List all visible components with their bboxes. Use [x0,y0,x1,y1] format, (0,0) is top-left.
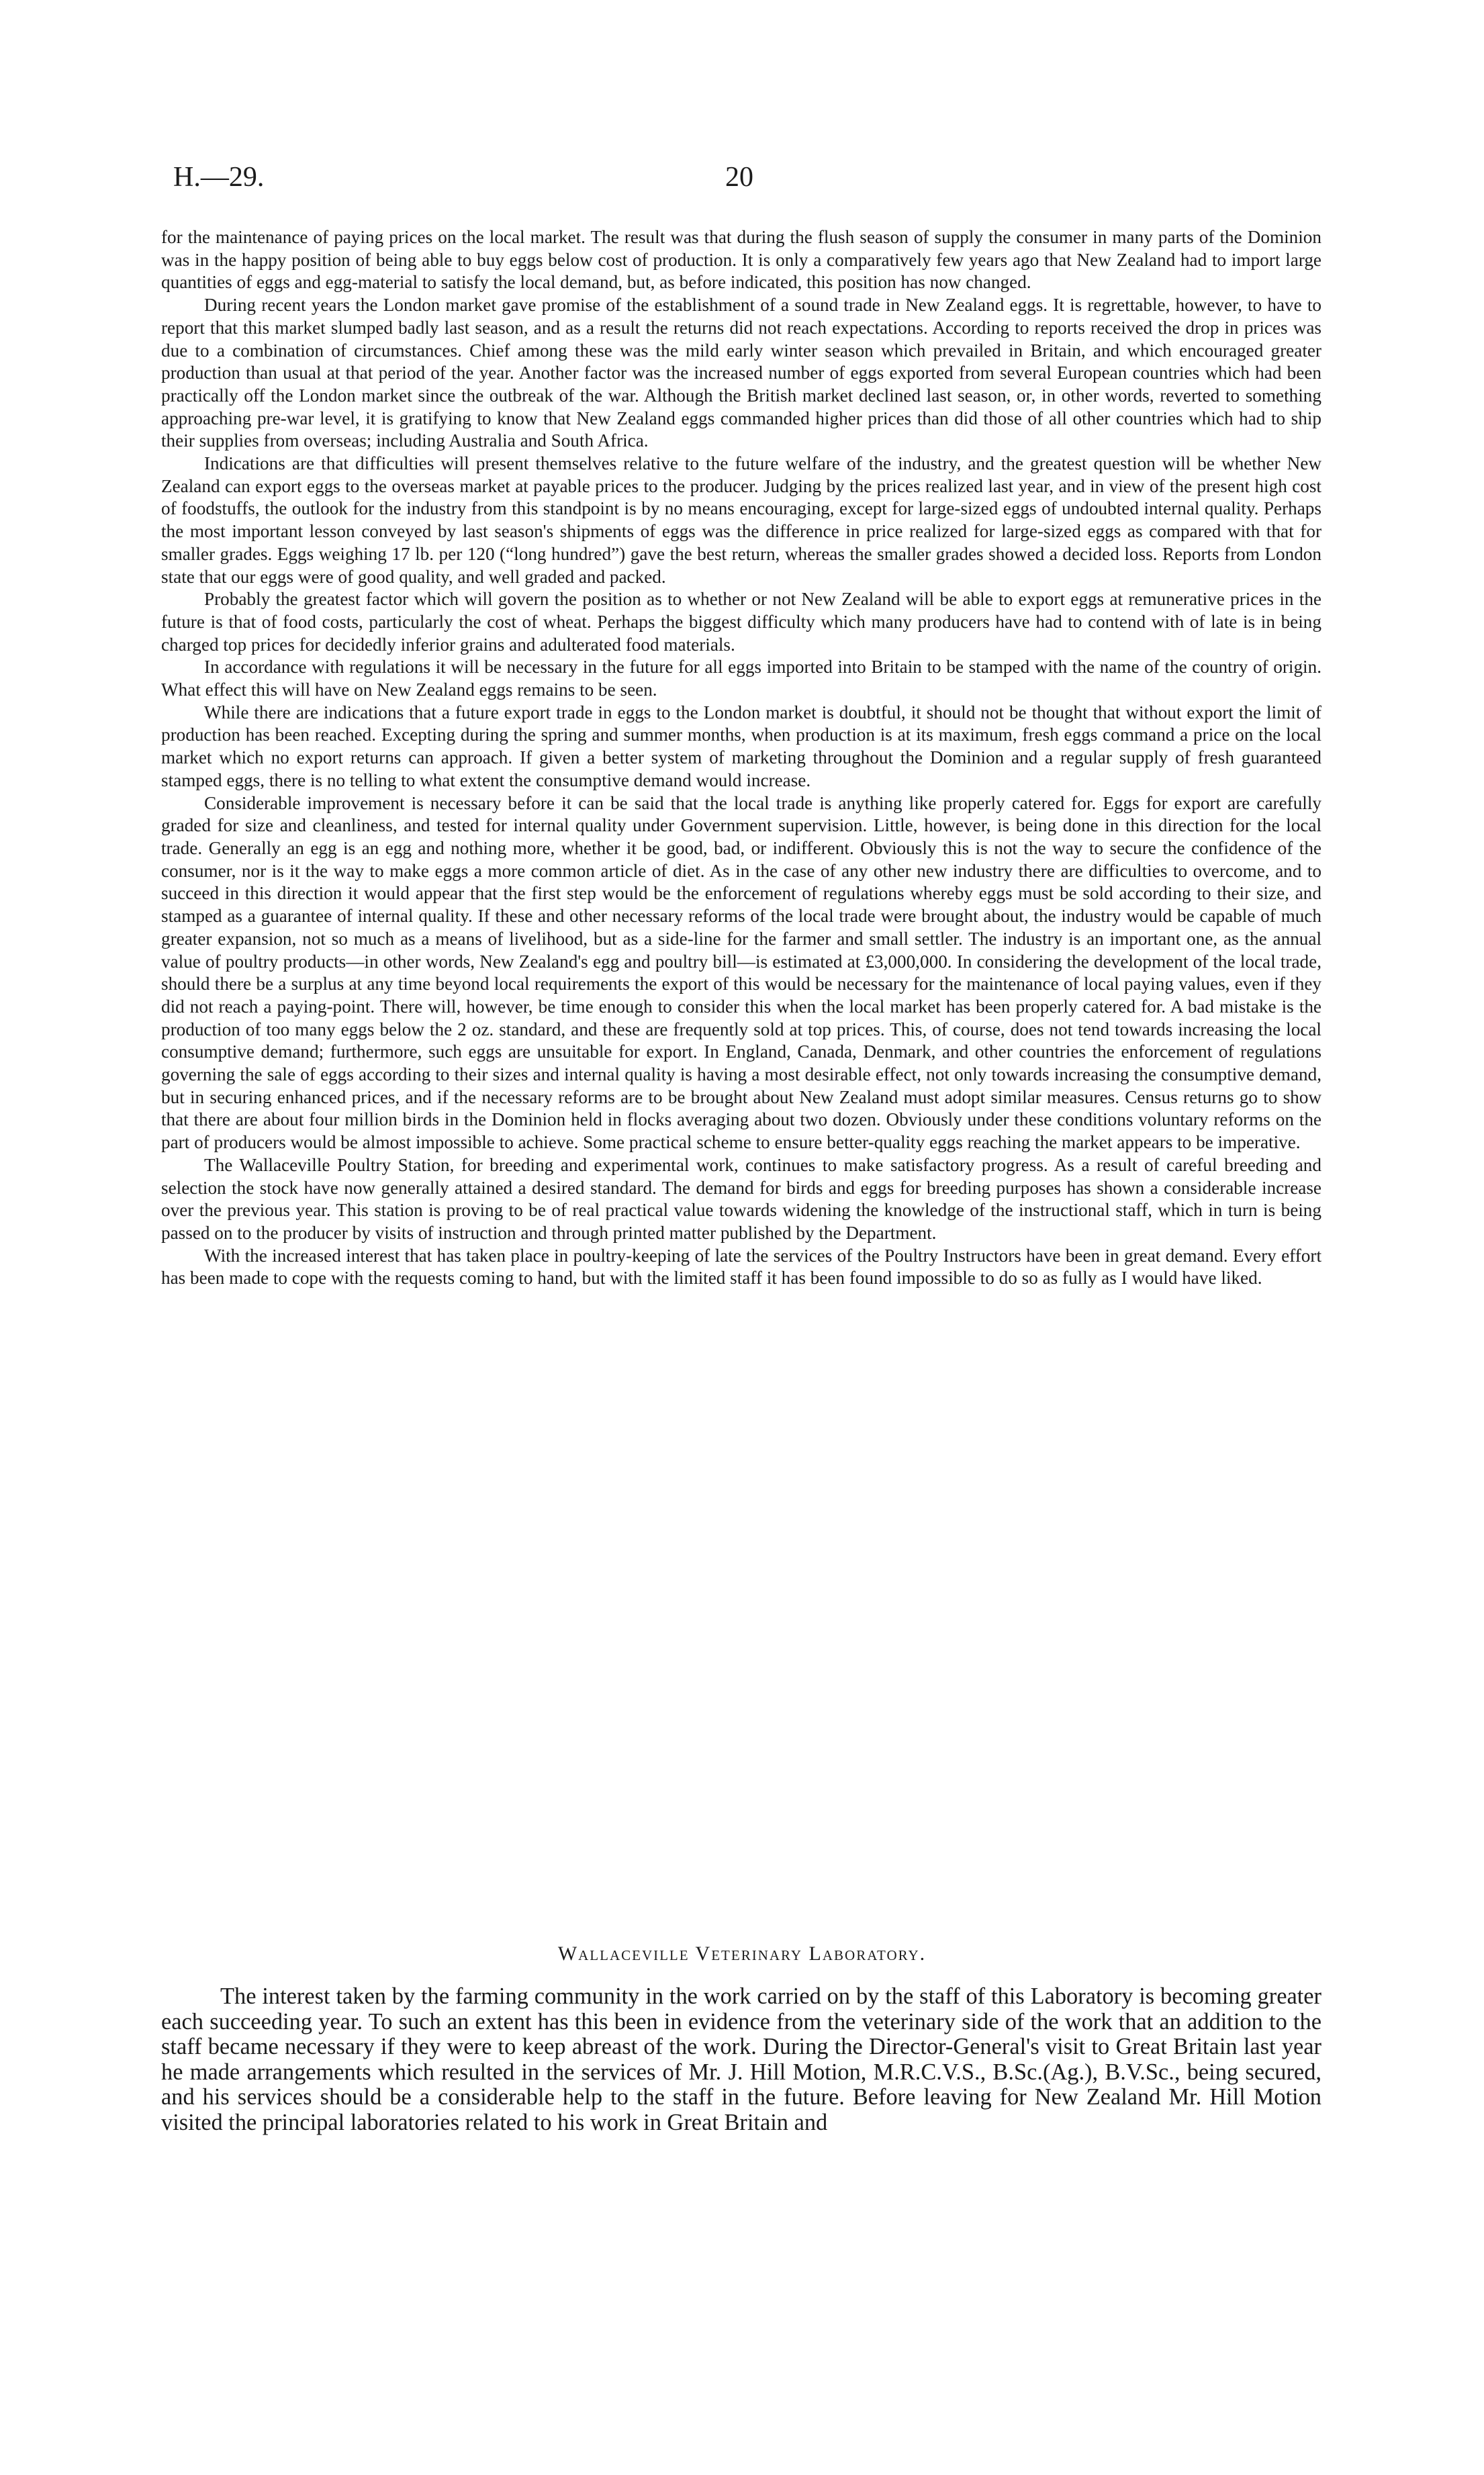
paragraph: With the increased interest that has taken place in poultry-keeping of late the services of the Poultry Instructors have been in great demand. Every effort has been made to cope with the requests coming to hand, but with the limited staff it has been found impossible to do so as fully as I would have liked. [161,1245,1321,1289]
page-header [0,161,1484,208]
paragraph: for the maintenance of paying prices on the local market. The result was that during the flush season of supply the consumer in many parts of the Dominion was in the happy position of being able to buy eggs below cost of production. It is only a comparatively few years ago that New Zealand had to import large quantities of eggs and egg-material to satisfy the local demand, but, as before indicated, this position has now changed. [161,227,1321,293]
paragraph: While there are indications that a future export trade in eggs to the London market is doubtful, it should not be thought that without export the limit of production has been reached. Excepting during the spring and summer months, when production is at its maximum, fresh eggs command a price on the local market which no export returns can approach. If given a better system of marketing throughout the Dominion and a regular supply of fresh guaranteed stamped eggs, there is no telling to what extent the consumptive demand would increase. [161,702,1321,790]
paragraph: Indications are that difficulties will present themselves relative to the future welfare of the industry, and the greatest question will be whether New Zealand can export eggs to the overseas market at payable prices to the producer. Judging by the prices realized last year, and in view of the present high cost of foodstuffs, the outlook for the industry from this standpoint is by no means encouraging, except for large-sized eggs of undoubted internal quality. Perhaps the most important lesson conveyed by last season's shipments of eggs was the difference in price realized for large-sized eggs as compared with that for smaller grades. Eggs weighing 17 lb. per 120 (“long hundred”) gave the best return, whereas the smaller grades showed a decided loss. Reports from London state that our eggs were of good quality, and well graded and packed. [161,453,1321,587]
paragraph: The Wallaceville Poultry Station, for breeding and experimental work, continues to make satisfactory progress. As a result of careful breeding and selection the stock have now generally attained a desired standard. The demand for birds and eggs for breeding purposes has shown a considerable increase over the previous year. This station is proving to be of real practical value towards widening the knowledge of the instructional staff, which in turn is being passed on to the producer by visits of instruction and through printed matter published by the Department. [161,1154,1321,1243]
paragraph: During recent years the London market gave promise of the establishment of a sound trade in New Zealand eggs. It is regrettable, however, to have to report that this market slumped badly last season, and as a result the returns did not reach expectations. According to reports received the drop in prices was due to a combination of circumstances. Chief among these was the mild early winter season which prevailed in Britain, and which encouraged greater production than usual at that period of the year. Another factor was the increased number of eggs exported from several European countries which had been practically off the London market since the outbreak of the war. Although the British market declined last season, or, in other words, reverted to something approaching pre-war level, it is gratifying to know that New Zealand eggs commanded higher prices than did those of all other countries which had to ship their supplies from overseas; including Australia and South Africa. [161,295,1321,451]
paragraph: Considerable improvement is necessary before it can be said that the local trade is anything like properly catered for. Eggs for export are carefully graded for size and cleanliness, and tested for internal quality under Government supervision. Little, however, is being done in this direction for the local trade. Generally an egg is an egg and nothing more, whether it be good, bad, or indifferent. Obviously this is not the way to secure the confidence of the consumer, nor is it the way to make eggs a more common article of diet. As in the case of any other new industry there are difficulties to overcome, and to succeed in this direction it would appear that the first step would be the enforcement of regulations whereby eggs must be sold according to their size, and stamped as a guarantee of internal quality. If these and other necessary reforms of the local trade were brought about, the industry would be capable of much greater expansion, not so much as a means of livelihood, but as a side-line for the farmer and small settler. The industry is an important one, as the annual value of poultry products—in other words, New Zealand's egg and poultry bill—is estimated at £3,000,000. In considering the development of the local trade, should there be a surplus at any time beyond local requirements the export of this would be necessary for the maintenance of local paying values, even if they did not reach a paying-point. There will, however, be time enough to consider this when the local market has been properly catered for. A bad mistake is the production of too many eggs below the 2 oz. standard, and these are frequently sold at top prices. This, of course, does not tend towards increasing the local consumptive demand; furthermore, such eggs are unsuitable for export. In England, Canada, Denmark, and other countries the enforcement of regulations governing the sale of eggs according to their sizes and internal quality is having a most desirable effect, not only towards increasing the consumptive demand, but in securing enhanced prices, and if the necessary reforms are to be brought about New Zealand must adopt similar measures. Census returns go to show that there are about four million birds in the Dominion held in flocks averaging about two dozen. Obviously under these conditions voluntary reforms on the part of producers would be almost impossible to achieve. Some practical scheme to ensure better-quality eggs reaching the market appears to be imperative. [161,792,1321,1153]
page-number: 20 [725,162,753,193]
document-reference: H.—29. [173,162,265,193]
poultry-report-body [161,226,1321,1290]
laboratory-section-body [161,1984,1321,2135]
paragraph: In accordance with regulations it will be necessary in the future for all eggs imported into Britain to be stamped with the name of the country of origin. What effect this will have on New Zealand eggs remains to be seen. [161,657,1321,700]
paragraph: Probably the greatest factor which will govern the position as to whether or not New Zealand will be able to export eggs at remunerative prices in the future is that of food costs, particularly the cost of wheat. Perhaps the biggest difficulty which many producers have had to contend with of late is in being charged top prices for decidedly inferior grains and adulterated food materials. [161,589,1321,655]
paragraph: The interest taken by the farming community in the work carried on by the staff of this Laboratory is becoming greater each succeeding year. To such an extent has this been in evidence from the veterinary side of the work that an addition to the staff became necessary if they were to keep abreast of the work. During the Director-General's visit to Great Britain last year he made arrangements which resulted in the services of Mr. J. Hill Motion, M.R.C.V.S., B.Sc.(Ag.), B.V.Sc., being secured, and his services should be a considerable help to the staff in the future. Before leaving for New Zealand Mr. Hill Motion visited the principal laboratories related to his work in Great Britain and [161,1983,1321,2135]
section-heading: Wallaceville Veterinary Laboratory. [557,1943,927,1965]
